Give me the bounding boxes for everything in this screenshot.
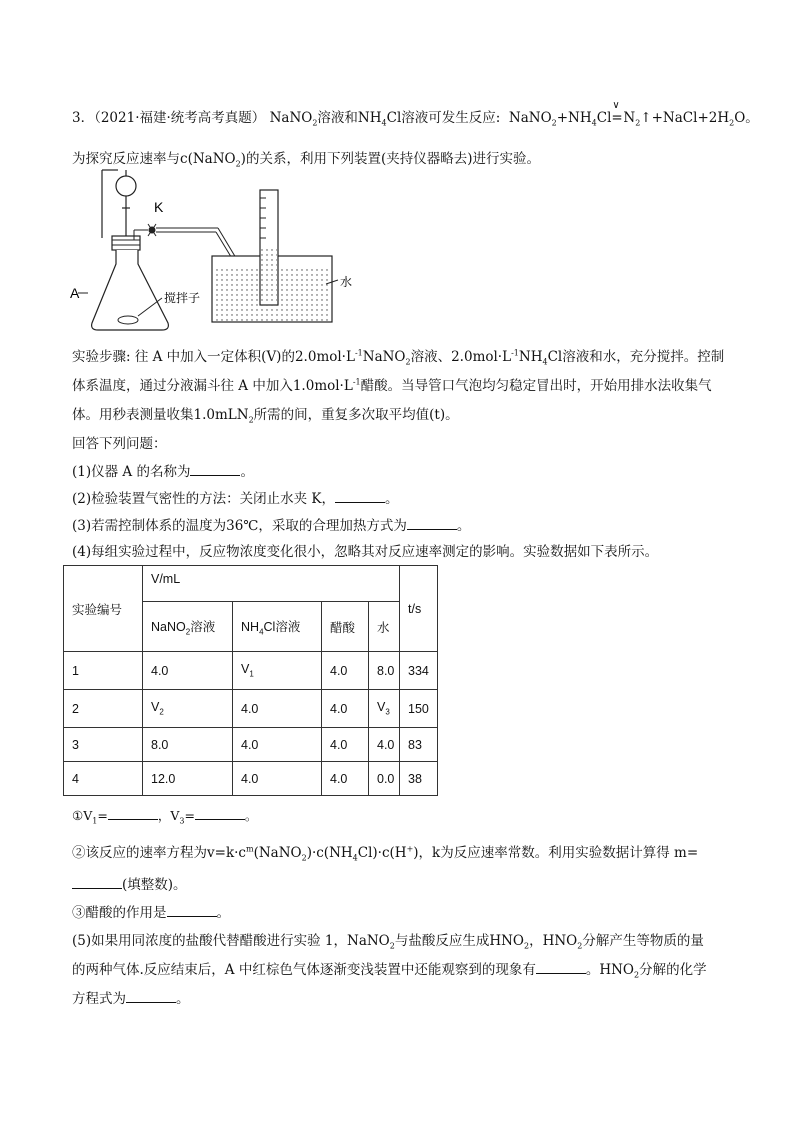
steps-line3: 体。用秒表测量收集1.0mLN$_2$所需的间，重复多次取平均值(t)。 [72, 407, 459, 425]
steps-line1: 实验步骤: 往 A 中加入一定体积(V)的$2.0mol\cdot L^{-1}NaNO_2$溶液、$2.0mol\cdot L^{-1}NH_4Cl$溶液和水，充分搅拌。控制 [72, 348, 725, 367]
label-a: A [70, 285, 80, 301]
q1: (1)仪器 A 的名称为 。 [72, 464, 254, 480]
equation-blank[interactable] [126, 990, 176, 1003]
question-intro-line2: 为探究反应速率与c(NaNO$_2$)的关系，利用下列装置(夹持仪器略去)进行实验。 [72, 151, 540, 169]
header-id: 实验编号 [64, 566, 143, 652]
header-time: t/s [400, 566, 438, 652]
label-k: K [154, 199, 164, 215]
q4-2: ②该反应的速率方程为$v=k\cdot c^m(NaNO_2)\cdot c(NH_4Cl)\cdot c(H^+)$，k为反应速率常数。利用实验数据计算得 m= [72, 844, 699, 863]
answer-prompt: 回答下列问题： [72, 436, 167, 452]
apparatus-diagram [70, 168, 370, 336]
q4-2-cont: (填整数)。 [72, 873, 187, 893]
v3-blank[interactable] [195, 807, 245, 820]
data-table [63, 565, 438, 796]
phenomenon-blank[interactable] [536, 961, 586, 974]
q3-blank[interactable] [407, 517, 457, 530]
label-water: 水 [340, 275, 353, 289]
q2: (2)检验装置气密性的方法：关闭止水夹 K， 。 [72, 491, 399, 507]
equation-heat-sign: ∨ = [611, 100, 623, 126]
header-nh4cl: $NH_4Cl$溶液 [233, 602, 322, 652]
clamp-k-icon [148, 224, 156, 236]
m-blank[interactable] [72, 876, 122, 889]
q5-line2: 的两种气体.反应结束后，A 中红棕色气体逐渐变浅装置中还能观察到的现象有 。$HNO_2$分解的化学 [72, 962, 707, 980]
q4-1: $①V_1=$ ，$V_3=$ 。 [72, 808, 258, 826]
header-acid: 醋酸 [322, 602, 369, 652]
graduated-cylinder-icon [260, 190, 278, 305]
table-row: 4 12.0 4.0 4.0 0.0 38 [64, 762, 438, 796]
question-header: 3．（2021·福建·统考高考真题） NaNO$_2$溶液和$NH_4Cl$溶液可发生反应: $NaNO_2+NH_4Cl$ ∨ $=N_2↑+NaCl+2H_2O$。 [72, 100, 759, 128]
stir-bar-icon [118, 316, 138, 324]
question-source: 3．（2021·福建·统考高考真题） [72, 110, 266, 126]
q3: (3)若需控制体系的温度为36℃，采取的合理加热方式为 。 [72, 518, 471, 534]
q5-line3: 方程式为 。 [72, 991, 190, 1007]
q4: (4)每组实验过程中，反应物浓度变化很小，忽略其对反应速率测定的影响。实验数据如下表所示。 [72, 544, 659, 560]
q1-blank[interactable] [190, 463, 240, 476]
steps-line2: 体系温度，通过分液漏斗往 A 中加入$1.0mol\cdot L^{-1}$醋酸。当导管口气泡均匀稳定冒出时，开始用排水法收集气 [72, 377, 712, 394]
header-water: 水 [369, 602, 400, 652]
q5-line1: (5)如果用同浓度的盐酸代替醋酸进行实验 1，NaNO$_2$与盐酸反应生成$HNO_2$，$HNO_2$分解产生等物质的量 [72, 933, 704, 951]
table-row: 2 $V_2$ 4.0 4.0 $V_3$ 150 [64, 690, 438, 728]
table-row: 3 8.0 4.0 4.0 4.0 83 [64, 728, 438, 762]
q2-blank[interactable] [335, 490, 385, 503]
label-stirrer: 搅拌子 [164, 291, 201, 305]
header-nano2: NaNO$_2$溶液 [143, 602, 233, 652]
stopper-icon [112, 236, 140, 250]
acid-role-blank[interactable] [167, 904, 217, 917]
table-row: 1 4.0 $V_1$ 4.0 8.0 334 [64, 652, 438, 690]
q4-3: ③醋酸的作用是 。 [72, 905, 230, 921]
header-volume: V/mL [143, 566, 400, 602]
v1-blank[interactable] [108, 807, 158, 820]
